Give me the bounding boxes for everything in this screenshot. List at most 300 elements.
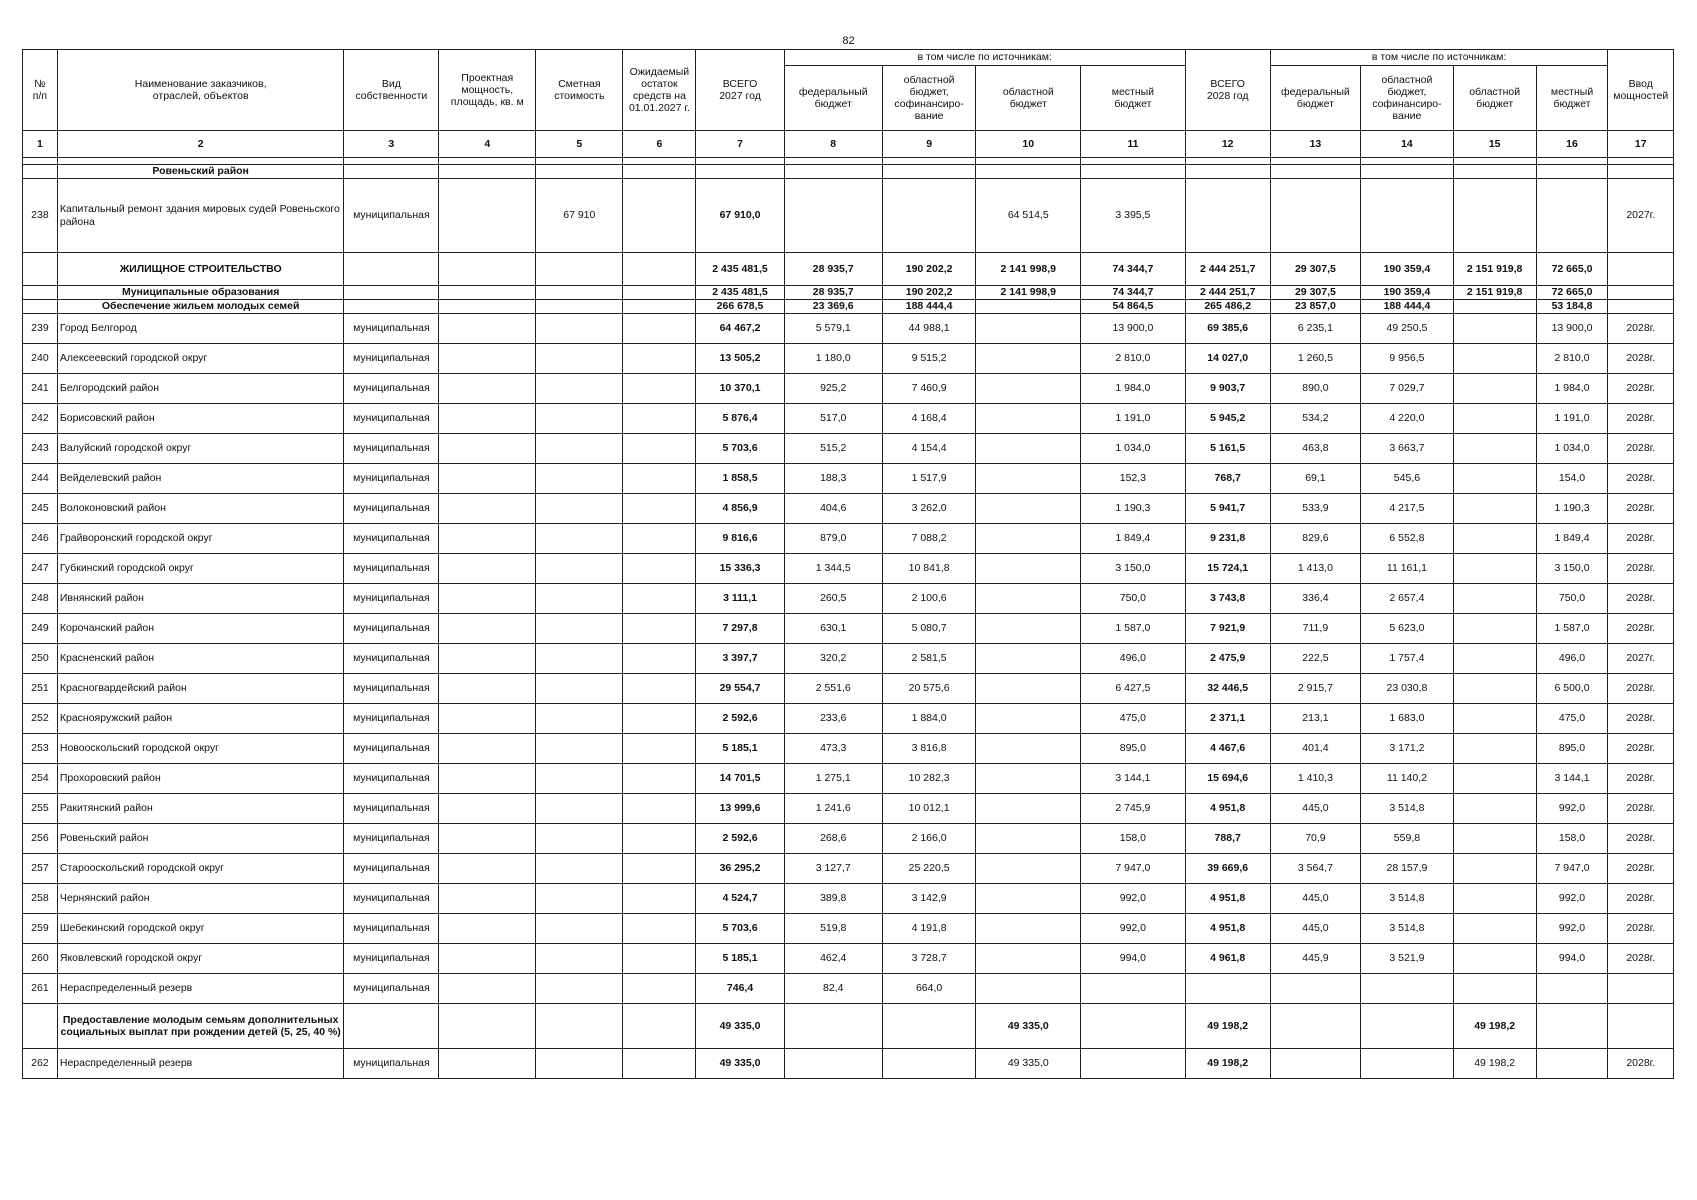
row-regional-2027 xyxy=(976,854,1081,884)
row-total-2027: 746,4 xyxy=(696,974,784,1004)
col-number: 14 xyxy=(1361,131,1454,158)
row-regional-2028 xyxy=(1453,674,1536,704)
row-name: Корочанский район xyxy=(57,614,344,644)
header-n-text: № п/п xyxy=(32,77,48,102)
row-federal-2027: 462,4 xyxy=(784,944,882,974)
row-number: 253 xyxy=(23,734,58,764)
row-ownership: муниципальная xyxy=(344,1049,439,1079)
row-name: Яковлевский городской округ xyxy=(57,944,344,974)
header-federal-2027-text: федеральный бюджет xyxy=(798,85,868,110)
row-estimate xyxy=(536,614,623,644)
row-expected xyxy=(623,914,696,944)
table-row xyxy=(23,1049,1674,1079)
row-cofin-2028: 4 220,0 xyxy=(1361,404,1454,434)
header-ownership xyxy=(344,50,439,131)
young-families-value: 23 369,6 xyxy=(784,300,882,314)
row-regional-2027 xyxy=(976,644,1081,674)
row-total-2027: 13 999,6 xyxy=(696,794,784,824)
table-row xyxy=(23,944,1674,974)
row-local-2028: 895,0 xyxy=(1536,734,1608,764)
row-ownership: муниципальная xyxy=(344,704,439,734)
housing-value: 2 141 998,9 xyxy=(976,253,1081,286)
table-row xyxy=(23,824,1674,854)
row-expected xyxy=(623,344,696,374)
row-ownership: муниципальная xyxy=(344,974,439,1004)
row-number: 248 xyxy=(23,584,58,614)
row-name: Шебекинский городской округ xyxy=(57,914,344,944)
housing-title: ЖИЛИЩНОЕ СТРОИТЕЛЬСТВО xyxy=(57,253,344,286)
row-local-2028: 1 191,0 xyxy=(1536,404,1608,434)
row-number: 247 xyxy=(23,554,58,584)
row-year: 2028г. xyxy=(1608,1049,1674,1079)
budget-table xyxy=(22,49,1674,1079)
row-year: 2028г. xyxy=(1608,764,1674,794)
row-regional-2028 xyxy=(1453,644,1536,674)
row-estimate xyxy=(536,914,623,944)
row-capacity xyxy=(439,974,536,1004)
row-cofin-2028: 11 140,2 xyxy=(1361,764,1454,794)
row-total-2027: 15 336,3 xyxy=(696,554,784,584)
row-federal-2027: 1 241,6 xyxy=(784,794,882,824)
row-estimate xyxy=(536,854,623,884)
header-federal-2028-text: федеральный бюджет xyxy=(1281,85,1350,110)
row-total-2028: 9 231,8 xyxy=(1185,524,1270,554)
row-total-2027: 1 858,5 xyxy=(696,464,784,494)
municipal-value: 190 202,2 xyxy=(882,286,976,300)
row-name: Валуйский городской округ xyxy=(57,434,344,464)
row-cofin-2028: 6 552,8 xyxy=(1361,524,1454,554)
table-row xyxy=(23,434,1674,464)
row-local-2027: 158,0 xyxy=(1081,824,1186,854)
row-total-2027: 7 297,8 xyxy=(696,614,784,644)
row-year: 2028г. xyxy=(1608,884,1674,914)
row-regional-2027 xyxy=(976,794,1081,824)
row-name: Чернянский район xyxy=(57,884,344,914)
header-n xyxy=(23,50,58,131)
row-year: 2028г. xyxy=(1608,854,1674,884)
row-cofin-2028: 1 757,4 xyxy=(1361,644,1454,674)
row-regional-2028 xyxy=(1453,554,1536,584)
municipal-value: 74 344,7 xyxy=(1081,286,1186,300)
row-local-2028: 1 984,0 xyxy=(1536,374,1608,404)
header-federal-2028 xyxy=(1270,66,1360,131)
row-cofin-2027: 10 012,1 xyxy=(882,794,976,824)
row-total-2028: 2 371,1 xyxy=(1185,704,1270,734)
row-number: 243 xyxy=(23,434,58,464)
spacer-row xyxy=(23,158,1674,165)
col-number: 2 xyxy=(57,131,344,158)
row-year: 2028г. xyxy=(1608,434,1674,464)
young-families-value: 53 184,8 xyxy=(1536,300,1608,314)
row-local-2027: 152,3 xyxy=(1081,464,1186,494)
row-ownership: муниципальная xyxy=(344,524,439,554)
row-total-2028: 9 903,7 xyxy=(1185,374,1270,404)
row-local-2027: 3 144,1 xyxy=(1081,764,1186,794)
row-expected xyxy=(623,794,696,824)
row-name: Ровеньский район xyxy=(57,824,344,854)
header-local-2027-text: местный бюджет xyxy=(1111,85,1155,110)
row-number: 257 xyxy=(23,854,58,884)
row-capacity xyxy=(439,374,536,404)
row-total-2028: 69 385,6 xyxy=(1185,314,1270,344)
row-capacity xyxy=(439,824,536,854)
header-total-2027-text: ВСЕГО 2027 год xyxy=(719,77,761,102)
row-federal-2028: 69,1 xyxy=(1270,464,1360,494)
row-number: 250 xyxy=(23,644,58,674)
row-cofin-2027: 25 220,5 xyxy=(882,854,976,884)
row-federal-2027: 389,8 xyxy=(784,884,882,914)
row-cofin-2027: 5 080,7 xyxy=(882,614,976,644)
young-families-value: 188 444,4 xyxy=(1361,300,1454,314)
row-name: Губкинский городской округ xyxy=(57,554,344,584)
row-local-2027: 1 849,4 xyxy=(1081,524,1186,554)
row-regional-2028 xyxy=(1453,494,1536,524)
birth-payments-section xyxy=(23,1004,1674,1079)
row-federal-2027: 260,5 xyxy=(784,584,882,614)
row-local-2028: 13 900,0 xyxy=(1536,314,1608,344)
row-regional-2028 xyxy=(1453,974,1536,1004)
row-number: 240 xyxy=(23,344,58,374)
row-federal-2028: 336,4 xyxy=(1270,584,1360,614)
header-regional-2028 xyxy=(1453,66,1536,131)
row-expected xyxy=(623,644,696,674)
row-name: Белгородский район xyxy=(57,374,344,404)
row-capacity xyxy=(439,794,536,824)
row-ownership: муниципальная xyxy=(344,584,439,614)
row-regional-2027 xyxy=(976,944,1081,974)
row-expected xyxy=(623,584,696,614)
row-federal-2028 xyxy=(1270,974,1360,1004)
row-total-2027: 4 524,7 xyxy=(696,884,784,914)
header-regional-2028-text: областной бюджет xyxy=(1469,85,1521,110)
table-row xyxy=(23,884,1674,914)
row-total-2027: 64 467,2 xyxy=(696,314,784,344)
table-row xyxy=(23,179,1674,253)
row-name: Город Белгород xyxy=(57,314,344,344)
row-capacity xyxy=(439,494,536,524)
table-row xyxy=(23,554,1674,584)
col-number: 1 xyxy=(23,131,58,158)
row-capacity xyxy=(439,914,536,944)
row-number: 245 xyxy=(23,494,58,524)
row-expected xyxy=(623,734,696,764)
row-local-2028: 1 190,3 xyxy=(1536,494,1608,524)
row-total-2028: 4 951,8 xyxy=(1185,794,1270,824)
row-number: 241 xyxy=(23,374,58,404)
header-cofin-2027 xyxy=(882,66,976,131)
row-year: 2027г. xyxy=(1608,644,1674,674)
header-total-2028-text: ВСЕГО 2028 год xyxy=(1206,77,1249,102)
row-local-2028: 158,0 xyxy=(1536,824,1608,854)
row-ownership: муниципальная xyxy=(344,614,439,644)
row-total-2028: 788,7 xyxy=(1185,824,1270,854)
row-total-2027: 4 856,9 xyxy=(696,494,784,524)
row-local-2028: 6 500,0 xyxy=(1536,674,1608,704)
birth-payments-regional-2028: 49 198,2 xyxy=(1453,1004,1536,1049)
header-cofin-2027-text: областной бюджет, софинансиро- вание xyxy=(894,73,964,123)
row-federal-2027: 5 579,1 xyxy=(784,314,882,344)
table-row xyxy=(23,734,1674,764)
row-federal-2028: 401,4 xyxy=(1270,734,1360,764)
table-row xyxy=(23,314,1674,344)
row-local-2027: 992,0 xyxy=(1081,914,1186,944)
col-number: 16 xyxy=(1536,131,1608,158)
header-total-2027 xyxy=(696,50,784,131)
row-cofin-2028: 3 171,2 xyxy=(1361,734,1454,764)
housing-value: 28 935,7 xyxy=(784,253,882,286)
row-cofin-2027: 2 166,0 xyxy=(882,824,976,854)
row-federal-2027: 515,2 xyxy=(784,434,882,464)
row-federal-2027: 925,2 xyxy=(784,374,882,404)
row-cofin-2027: 10 841,8 xyxy=(882,554,976,584)
row-total-2028: 5 941,7 xyxy=(1185,494,1270,524)
row-local-2027: 1 034,0 xyxy=(1081,434,1186,464)
row-capacity xyxy=(439,344,536,374)
header-expected xyxy=(623,50,696,131)
row-name: Новооскольский городской округ xyxy=(57,734,344,764)
row-regional-2027 xyxy=(976,884,1081,914)
row-ownership: муниципальная xyxy=(344,734,439,764)
row-federal-2028: 1 413,0 xyxy=(1270,554,1360,584)
row-federal-2027: 268,6 xyxy=(784,824,882,854)
row-estimate xyxy=(536,944,623,974)
row-cofin-2027: 3 816,8 xyxy=(882,734,976,764)
header-local-2027 xyxy=(1081,66,1186,131)
row-total-2028: 5 945,2 xyxy=(1185,404,1270,434)
row-expected xyxy=(623,944,696,974)
row-total-2027: 2 592,6 xyxy=(696,824,784,854)
row-capacity xyxy=(439,404,536,434)
row-capacity xyxy=(439,704,536,734)
row-capacity xyxy=(439,524,536,554)
row-capacity xyxy=(439,674,536,704)
table-row xyxy=(23,614,1674,644)
row-regional-2027 xyxy=(976,374,1081,404)
row-expected xyxy=(623,614,696,644)
row-local-2028: 1 034,0 xyxy=(1536,434,1608,464)
row-total-2027: 5 185,1 xyxy=(696,734,784,764)
col-number: 12 xyxy=(1185,131,1270,158)
row-cofin-2027: 7 460,9 xyxy=(882,374,976,404)
row-local-2028: 994,0 xyxy=(1536,944,1608,974)
row-federal-2028: 445,0 xyxy=(1270,914,1360,944)
row-expected xyxy=(623,404,696,434)
birth-payments-total-2028: 49 198,2 xyxy=(1185,1004,1270,1049)
row-year: 2028г. xyxy=(1608,704,1674,734)
row-total-2027: 49 335,0 xyxy=(696,1049,784,1079)
row-regional-2027 xyxy=(976,974,1081,1004)
row-federal-2028: 711,9 xyxy=(1270,614,1360,644)
table-row xyxy=(23,344,1674,374)
row-total-2027: 36 295,2 xyxy=(696,854,784,884)
birth-payments-title: Предоставление молодым семьям дополнительных социальных выплат при рождении детей (5, 25, 40 %) xyxy=(57,1004,344,1049)
row-number: 242 xyxy=(23,404,58,434)
row-cofin-2027: 2 581,5 xyxy=(882,644,976,674)
col-number: 5 xyxy=(536,131,623,158)
header-total-2028 xyxy=(1185,50,1270,131)
row-total-2028: 3 743,8 xyxy=(1185,584,1270,614)
row-year: 2028г. xyxy=(1608,404,1674,434)
row-total-2028: 49 198,2 xyxy=(1185,1049,1270,1079)
row-local-2027: 496,0 xyxy=(1081,644,1186,674)
row-regional-2027 xyxy=(976,434,1081,464)
row-name: Старооскольский городской округ xyxy=(57,854,344,884)
row-expected xyxy=(623,494,696,524)
row-local-2027: 3 395,5 xyxy=(1081,179,1186,253)
row-cofin-2027: 9 515,2 xyxy=(882,344,976,374)
row-regional-2027 xyxy=(976,824,1081,854)
row-total-2027: 3 397,7 xyxy=(696,644,784,674)
row-capacity xyxy=(439,464,536,494)
row-regional-2028 xyxy=(1453,794,1536,824)
row-capacity xyxy=(439,434,536,464)
row-total-2027: 5 703,6 xyxy=(696,434,784,464)
row-local-2027: 6 427,5 xyxy=(1081,674,1186,704)
header-capacity-text: Проектная мощность, площадь, кв. м xyxy=(450,71,524,109)
col-number: 7 xyxy=(696,131,784,158)
row-name: Алексеевский городской округ xyxy=(57,344,344,374)
row-capacity xyxy=(439,314,536,344)
row-local-2028: 750,0 xyxy=(1536,584,1608,614)
header-sources-2027: в том числе по источникам: xyxy=(784,50,1185,66)
row-ownership: муниципальная xyxy=(344,494,439,524)
row-cofin-2027: 10 282,3 xyxy=(882,764,976,794)
row-federal-2028: 3 564,7 xyxy=(1270,854,1360,884)
table-row xyxy=(23,764,1674,794)
row-regional-2028 xyxy=(1453,704,1536,734)
row-capacity xyxy=(439,764,536,794)
row-total-2028: 4 961,8 xyxy=(1185,944,1270,974)
young-families-value: 54 864,5 xyxy=(1081,300,1186,314)
row-local-2028: 3 150,0 xyxy=(1536,554,1608,584)
header-capacity xyxy=(439,50,536,131)
row-total-2027: 67 910,0 xyxy=(696,179,784,253)
row-estimate xyxy=(536,974,623,1004)
row-estimate xyxy=(536,374,623,404)
row-capacity xyxy=(439,884,536,914)
row-federal-2028: 2 915,7 xyxy=(1270,674,1360,704)
row-local-2028: 1 849,4 xyxy=(1536,524,1608,554)
row-federal-2027: 404,6 xyxy=(784,494,882,524)
row-number: 258 xyxy=(23,884,58,914)
row-total-2028 xyxy=(1185,974,1270,1004)
row-total-2028: 768,7 xyxy=(1185,464,1270,494)
col-number: 17 xyxy=(1608,131,1674,158)
row-regional-2028 xyxy=(1453,374,1536,404)
row-year: 2028г. xyxy=(1608,914,1674,944)
row-name: Борисовский район xyxy=(57,404,344,434)
row-total-2028: 7 921,9 xyxy=(1185,614,1270,644)
birth-payments-row xyxy=(23,1004,1674,1049)
row-cofin-2028 xyxy=(1361,974,1454,1004)
row-local-2027: 1 191,0 xyxy=(1081,404,1186,434)
row-ownership: муниципальная xyxy=(344,854,439,884)
municipal-value: 190 359,4 xyxy=(1361,286,1454,300)
row-federal-2027: 3 127,7 xyxy=(784,854,882,884)
row-name: Прохоровский район xyxy=(57,764,344,794)
row-federal-2027: 519,8 xyxy=(784,914,882,944)
row-year: 2028г. xyxy=(1608,494,1674,524)
row-ownership: муниципальная xyxy=(344,374,439,404)
row-federal-2028: 829,6 xyxy=(1270,524,1360,554)
row-cofin-2028: 49 250,5 xyxy=(1361,314,1454,344)
row-federal-2028: 1 410,3 xyxy=(1270,764,1360,794)
row-total-2027: 29 554,7 xyxy=(696,674,784,704)
table-row xyxy=(23,524,1674,554)
row-local-2028: 992,0 xyxy=(1536,914,1608,944)
row-federal-2027: 233,6 xyxy=(784,704,882,734)
row-name: Ивнянский район xyxy=(57,584,344,614)
municipal-value: 2 444 251,7 xyxy=(1185,286,1270,300)
table-row xyxy=(23,584,1674,614)
birth-payments-regional-2027: 49 335,0 xyxy=(976,1004,1081,1049)
header-cofin-2028 xyxy=(1361,66,1454,131)
col-number: 3 xyxy=(344,131,439,158)
row-name: Грайворонский городской округ xyxy=(57,524,344,554)
col-number: 6 xyxy=(623,131,696,158)
row-name: Капитальный ремонт здания мировых судей Ровеньского района xyxy=(57,179,344,253)
municipal-value: 2 151 919,8 xyxy=(1453,286,1536,300)
row-total-2028: 39 669,6 xyxy=(1185,854,1270,884)
row-expected xyxy=(623,824,696,854)
row-ownership: муниципальная xyxy=(344,944,439,974)
table-header xyxy=(23,50,1674,158)
row-cofin-2027: 7 088,2 xyxy=(882,524,976,554)
row-year: 2028г. xyxy=(1608,944,1674,974)
row-federal-2027: 188,3 xyxy=(784,464,882,494)
row-name: Красненский район xyxy=(57,644,344,674)
row-local-2027: 1 984,0 xyxy=(1081,374,1186,404)
row-cofin-2028: 11 161,1 xyxy=(1361,554,1454,584)
row-local-2028: 154,0 xyxy=(1536,464,1608,494)
table-row xyxy=(23,974,1674,1004)
row-year: 2028г. xyxy=(1608,314,1674,344)
table-row xyxy=(23,914,1674,944)
young-families-value: 23 857,0 xyxy=(1270,300,1360,314)
row-cofin-2027: 3 728,7 xyxy=(882,944,976,974)
row-ownership: муниципальная xyxy=(344,914,439,944)
row-expected xyxy=(623,674,696,704)
row-regional-2027 xyxy=(976,674,1081,704)
row-cofin-2028: 9 956,5 xyxy=(1361,344,1454,374)
row-regional-2028 xyxy=(1453,614,1536,644)
row-number: 239 xyxy=(23,314,58,344)
row-ownership: муниципальная xyxy=(344,794,439,824)
row-regional-2028 xyxy=(1453,434,1536,464)
row-ownership: муниципальная xyxy=(344,434,439,464)
row-expected xyxy=(623,704,696,734)
row-total-2027: 5 703,6 xyxy=(696,914,784,944)
row-ownership: муниципальная xyxy=(344,179,439,253)
header-expected-text: Ожидаемый остаток средств на 01.01.2027 г. xyxy=(628,65,690,115)
row-federal-2027: 1 275,1 xyxy=(784,764,882,794)
table-row xyxy=(23,644,1674,674)
row-ownership: муниципальная xyxy=(344,554,439,584)
col-number: 9 xyxy=(882,131,976,158)
row-federal-2027: 630,1 xyxy=(784,614,882,644)
row-regional-2028 xyxy=(1453,344,1536,374)
row-local-2027: 895,0 xyxy=(1081,734,1186,764)
row-name: Нераспределенный резерв xyxy=(57,1049,344,1079)
row-regional-2027 xyxy=(976,764,1081,794)
row-estimate xyxy=(536,884,623,914)
row-year: 2028г. xyxy=(1608,554,1674,584)
row-regional-2028 xyxy=(1453,854,1536,884)
header-estimate xyxy=(536,50,623,131)
row-ownership: муниципальная xyxy=(344,344,439,374)
row-regional-2027 xyxy=(976,584,1081,614)
row-estimate xyxy=(536,404,623,434)
